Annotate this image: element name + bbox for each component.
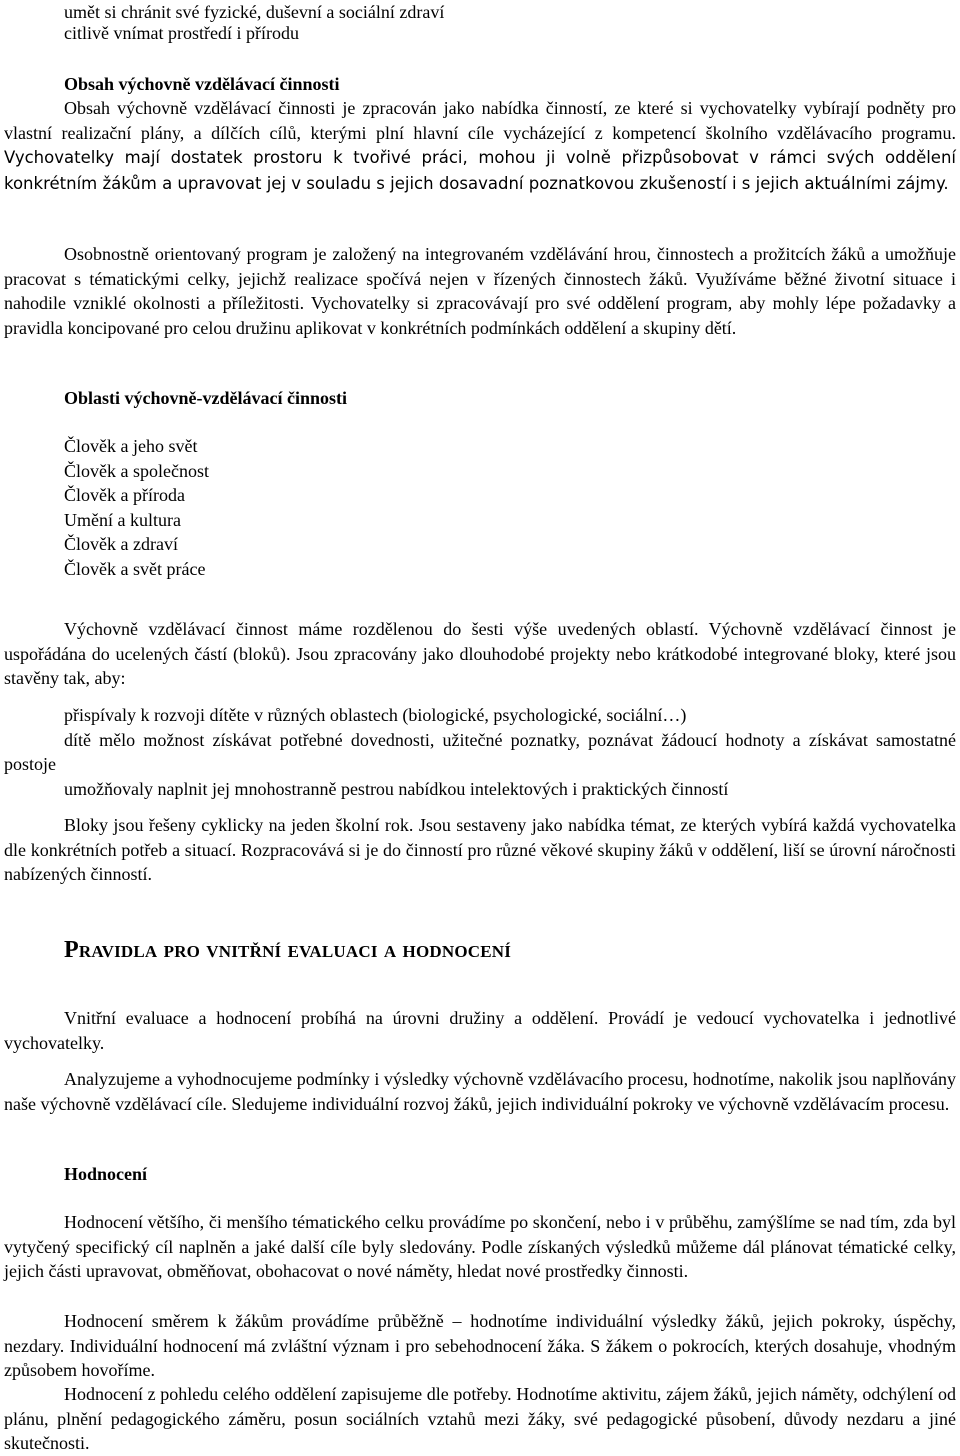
list-item: Člověk a jeho svět — [64, 436, 198, 456]
paragraph: Analyzujeme a vyhodnocujeme podmínky i výsledky výchovně vzdělávacího procesu, hodnotíme, nakolik jsou naplňovány naše výchovně vzdělávací cíle. Sledujeme individuální rozvoj žáků, jejich individuální pokroky ve výchovně vzdělávacím procesu. — [4, 1069, 956, 1114]
paragraph: Výchovně vzdělávací činnost máme rozdělenou do šesti výše uvedených oblastí. Výchovně vzdělávací činnost je uspořádána do ucelených částí (bloků). Jsou zpracovány jako dlouhodobé projekty nebo krátkodobé integrované bloky, které jsou stavěny tak, aby: — [4, 619, 956, 688]
heading-evaluation: Pravidla pro vnitřní evaluaci a hodnocení — [64, 937, 512, 963]
paragraph: Hodnocení z pohledu celého oddělení zapisujeme dle potřeby. Hodnotíme aktivitu, zájem žáků, jejich náměty, odchýlení od plánu, plnění pedagogického záměru, posun sociálních vztahů mezi žáky, své pedagogické působení, důvody nezdaru a jiné skutečnosti. — [4, 1384, 956, 1453]
list-item: Člověk a zdraví — [64, 534, 178, 554]
list-item: přispívaly k rozvoji dítěte v různých oblastech (biologické, psychologické, sociální…) — [64, 705, 687, 725]
list-item: Umění a kultura — [64, 509, 181, 530]
list-item: dítě mělo možnost získávat potřebné dovednosti, užitečné poznatky, poznávat žádoucí hodnoty a získávat samostatné postoje — [4, 729, 956, 774]
paragraph: Vnitřní evaluace a hodnocení probíhá na úrovni družiny a oddělení. Provádí je vedoucí vychovatelka i jednotlivé vychovatelky. — [4, 1008, 956, 1053]
heading-areas: Oblasti výchovně-vzdělávací činnosti — [64, 388, 347, 408]
paragraph: Hodnocení většího, či menšího tématického celku provádíme po skončení, nebo i v průběhu, zamýšlíme se nad tím, zda byl vytyčený specifický cíl naplněn a jaké další cíle byly sledovány. Podle získaných výsledků můžeme dál plánovat tématické celky, jejich části upravovat, obměňovat, obohacovat o nové náměty, hledat nové prostředky činnosti. — [4, 1212, 956, 1281]
paragraph-text: Vychovatelky mají dostatek prostoru k tvořivé práci, mohou ji volně přizpůsobovat v rámci svých oddělení konkrétním žákům a upravovat jej v souladu s jejich dosavadní poznatkovou zkušeností i s jejich aktuálními zájmy. — [4, 148, 956, 193]
paragraph — [4, 96, 956, 196]
paragraph: Osobnostně orientovaný program je založený na integrovaném vzdělávání hrou, činnostech a prožitcích žáků a umožňuje pracovat s tématickými celky, jejichž realizace spočívá nejen v řízených činnostech žáků. Využíváme běžné životní situace i nahodile vzniklé okolnosti a příležitosti. Vychovatelky si zpracovávají pro své oddělení program, aby mohly lépe požadavky a pravidla koncipované pro celou družinu aplikovat v konkrétních podmínkách oddělení a skupiny dětí. — [4, 244, 956, 338]
list-item: Člověk a příroda — [64, 485, 185, 505]
heading-content: Obsah výchovně vzdělávací činnosti — [64, 74, 340, 94]
intro-line: citlivě vnímat prostředí i přírodu — [64, 23, 299, 43]
paragraph: Bloky jsou řešeny cyklicky na jeden školní rok. Jsou sestaveny jako nabídka témat, ze kterých vybírá každá vychovatelka dle konkrétních potřeb a situací. Rozpracovává si je do činností pro různé věkové skupiny žáků v oddělení, liší se úrovní náročnosti nabízených činností. — [4, 815, 956, 884]
bullet-list — [4, 703, 956, 801]
heading-assessment: Hodnocení — [64, 1164, 148, 1184]
list-item: Člověk a společnost — [64, 460, 209, 481]
list-item: umožňovaly naplnit jej mnohostranně pestrou nabídkou intelektových i praktických činností — [64, 778, 729, 799]
list-item: Člověk a svět práce — [64, 558, 206, 579]
areas-list — [64, 434, 209, 581]
intro-line: umět si chránit své fyzické, duševní a sociální zdraví — [64, 2, 445, 22]
paragraph: Hodnocení směrem k žákům provádíme průběžně – hodnotíme individuální výsledky žáků, jejich pokroky, úspěchy, nezdary. Individuální hodnocení má zvláštní význam i pro sebehodnocení žáka. S žákem o pokrocích, kterých dosahuje, vhodným způsobem hovoříme. — [4, 1311, 956, 1380]
paragraph-text: Obsah výchovně vzdělávací činnosti je zpracován jako nabídka činností, ze které si vychovatelky vybírají podněty pro vlastní realizační plány, a dílčích cílů, kterými plní hlavní cíle vycházející z kompetencí školního vzdělávacího programu. — [4, 98, 956, 143]
